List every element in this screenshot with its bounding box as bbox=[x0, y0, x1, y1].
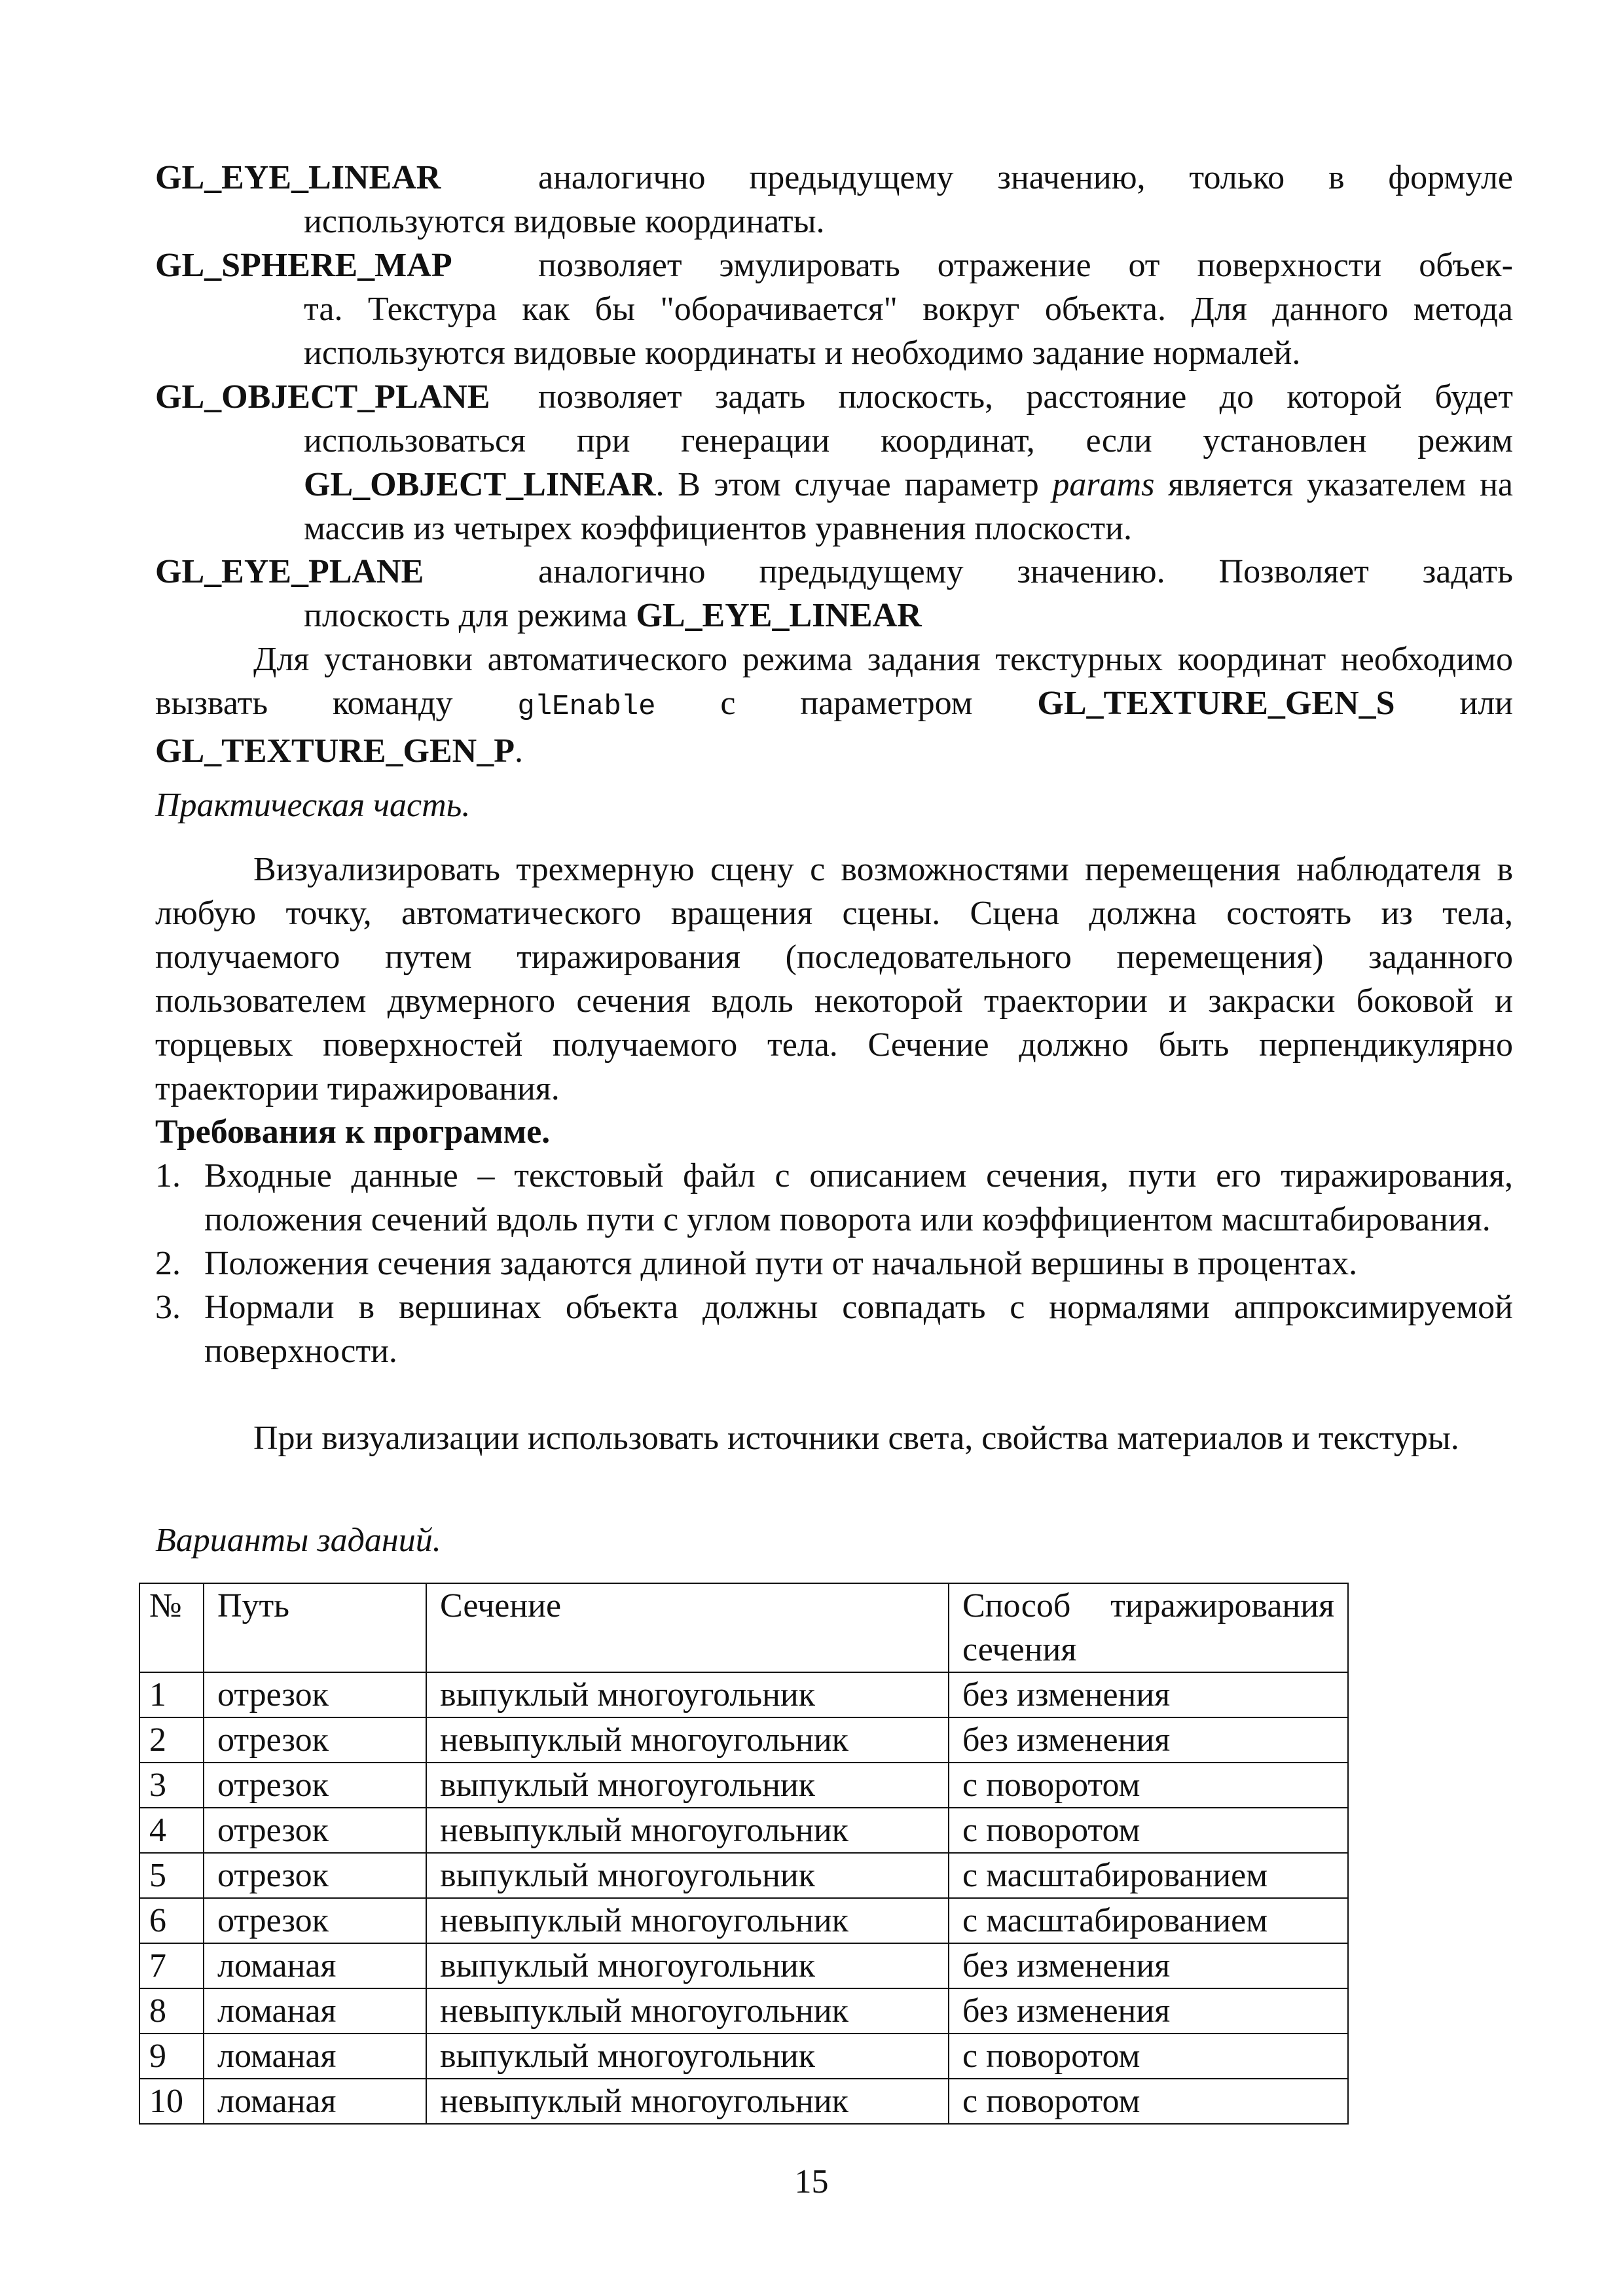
cell-number: 4 bbox=[139, 1808, 204, 1853]
cell-method: без изменения bbox=[949, 1717, 1348, 1763]
cell-path: ломаная bbox=[204, 2034, 426, 2079]
cell-path: отрезок bbox=[204, 1763, 426, 1808]
cell-section: невыпуклый многоугольник bbox=[426, 2079, 949, 2124]
cell-method: с поворотом bbox=[949, 2079, 1348, 2124]
cell-path: ломаная bbox=[204, 1988, 426, 2034]
cell-method: с поворотом bbox=[949, 1808, 1348, 1853]
definition-rest: используются видовые координаты. bbox=[304, 203, 825, 240]
definition-rest bbox=[155, 594, 1513, 637]
header-method: Способ тиражирования сечения bbox=[949, 1583, 1348, 1672]
list-number: 2. bbox=[155, 1245, 181, 1282]
table-row bbox=[139, 1853, 1348, 1898]
visualization-paragraph: При визуализации использовать источники света, свойства материалов и текстуры. bbox=[253, 1420, 1459, 1457]
practical-paragraph: Визуализировать трехмерную сцену с возможностями перемещения наблюдателя в любую точку, автоматического вращения сцены. Сцена должна состоять из тела, получаемого путем тиражирования (последовательного перемещения) заданного пользователем двумерного сечения вдоль некоторой траектории и закраски боковой и торцевых поверхностей получаемого тела. Сечение должно быть перпендикулярно траектории тиражирования. bbox=[155, 851, 1513, 1107]
definition-term: GL_OBJECT_PLANE bbox=[155, 378, 490, 416]
code-inline: glEnable bbox=[517, 691, 656, 723]
cell-number: 1 bbox=[139, 1672, 204, 1717]
cell-number: 3 bbox=[139, 1763, 204, 1808]
list-text: Положения сечения задаются длиной пути от начальной вершины в процентах. bbox=[204, 1245, 1358, 1282]
page-number: 15 bbox=[794, 2163, 829, 2200]
cell-path: отрезок bbox=[204, 1808, 426, 1853]
auto-mode-paragraph bbox=[155, 637, 1513, 773]
definition-term: GL_EYE_PLANE bbox=[155, 553, 424, 590]
header-section: Сечение bbox=[426, 1583, 949, 1672]
list-item bbox=[155, 1154, 1513, 1242]
list-item bbox=[155, 1285, 1513, 1373]
variants-table-body bbox=[139, 1672, 1348, 2124]
cell-method: без изменения bbox=[949, 1943, 1348, 1988]
paragraph-bold: GL_TEXTURE_GEN_P bbox=[155, 732, 515, 770]
definition-body bbox=[155, 550, 1513, 637]
cell-section: выпуклый многоугольник bbox=[426, 1672, 949, 1717]
table-row bbox=[139, 2079, 1348, 2124]
requirements-list bbox=[155, 1154, 1513, 1373]
table-row bbox=[139, 1717, 1348, 1763]
cell-path: отрезок bbox=[204, 1853, 426, 1898]
cell-path: ломаная bbox=[204, 1943, 426, 1988]
cell-method: без изменения bbox=[949, 1672, 1348, 1717]
list-text: Нормали в вершинах объекта должны совпадать с нормалями аппроксимируемой поверхности. bbox=[204, 1289, 1513, 1370]
cell-section: выпуклый многоугольник bbox=[426, 1853, 949, 1898]
cell-method: с масштабированием bbox=[949, 1898, 1348, 1943]
cell-method: с поворотом bbox=[949, 2034, 1348, 2079]
variants-heading: Варианты заданий. bbox=[155, 1522, 441, 1559]
cell-section: невыпуклый многоугольник bbox=[426, 1808, 949, 1853]
cell-path: отрезок bbox=[204, 1717, 426, 1763]
variants-table bbox=[139, 1583, 1349, 2125]
definition-body bbox=[155, 156, 1513, 243]
header-number: № bbox=[139, 1583, 204, 1672]
cell-section: выпуклый многоугольник bbox=[426, 2034, 949, 2079]
definition-rest-bold: GL_EYE_LINEAR bbox=[636, 597, 922, 634]
cell-path: отрезок bbox=[204, 1898, 426, 1943]
cell-section: невыпуклый многоугольник bbox=[426, 1717, 949, 1763]
cell-path: отрезок bbox=[204, 1672, 426, 1717]
definition-rest-italic: params bbox=[1052, 466, 1155, 503]
paragraph-text: Для установки автоматического режима задания текстурных координат необходимо вызвать команду bbox=[155, 641, 1513, 722]
paragraph-bold: GL_TEXTURE_GEN_S bbox=[1037, 685, 1395, 722]
list-number: 1. bbox=[155, 1157, 181, 1194]
definition-first-line: аналогично предыдущему значению, только в формуле bbox=[538, 159, 1513, 196]
practical-heading: Практическая часть. bbox=[155, 787, 471, 824]
cell-section: невыпуклый многоугольник bbox=[426, 1898, 949, 1943]
table-header-row bbox=[139, 1583, 1348, 1672]
definition-first-line: позволяет эмулировать отражение от поверхности объек- bbox=[538, 247, 1513, 284]
definition-body bbox=[155, 243, 1513, 375]
cell-number: 9 bbox=[139, 2034, 204, 2079]
definition-rest bbox=[155, 419, 1513, 550]
list-number: 3. bbox=[155, 1289, 181, 1326]
definition-body bbox=[155, 375, 1513, 550]
paragraph-text: или bbox=[1395, 685, 1513, 722]
cell-method: без изменения bbox=[949, 1988, 1348, 2034]
cell-section: невыпуклый многоугольник bbox=[426, 1988, 949, 2034]
paragraph-text: . bbox=[514, 732, 523, 770]
definition-first-line: аналогично предыдущему значению. Позволяет задать bbox=[538, 553, 1513, 590]
paragraph-text: с параметром bbox=[655, 685, 1038, 722]
list-text: Входные данные – текстовый файл с описанием сечения, пути его тиражирования, положения сечений вдоль пути с углом поворота или коэффициентом масштабирования. bbox=[204, 1157, 1513, 1238]
definition-rest-text: является указателем на массив из четырех коэффициентов уравнения плоскости. bbox=[304, 466, 1513, 547]
list-item bbox=[155, 1242, 1513, 1285]
table-row bbox=[139, 1763, 1348, 1808]
table-row bbox=[139, 2034, 1348, 2079]
definition-term: GL_SPHERE_MAP bbox=[155, 247, 452, 284]
definition-rest-text: плоскость для режима bbox=[304, 597, 636, 634]
cell-section: выпуклый многоугольник bbox=[426, 1943, 949, 1988]
requirements-heading: Требования к программе. bbox=[155, 1113, 551, 1151]
definition-rest: та. Текстура как бы "оборачивается" вокруг объекта. Для данного метода используются видовые координаты и необходимо задание нормалей. bbox=[304, 291, 1513, 372]
definition-rest-bold: GL_OBJECT_LINEAR bbox=[304, 466, 656, 503]
table-row bbox=[139, 1943, 1348, 1988]
cell-number: 7 bbox=[139, 1943, 204, 1988]
cell-number: 8 bbox=[139, 1988, 204, 2034]
table-row bbox=[139, 1808, 1348, 1853]
table-row bbox=[139, 1988, 1348, 2034]
definition-term: GL_EYE_LINEAR bbox=[155, 159, 441, 196]
definition-rest-line: использоваться при генерации координат, если установлен режим bbox=[304, 422, 1513, 459]
cell-number: 10 bbox=[139, 2079, 204, 2124]
definition-first-line: позволяет задать плоскость, расстояние до которой будет bbox=[538, 378, 1513, 416]
cell-number: 5 bbox=[139, 1853, 204, 1898]
cell-number: 2 bbox=[139, 1717, 204, 1763]
cell-method: с масштабированием bbox=[949, 1853, 1348, 1898]
header-path: Путь bbox=[204, 1583, 426, 1672]
cell-number: 6 bbox=[139, 1898, 204, 1943]
table-row bbox=[139, 1898, 1348, 1943]
table-row bbox=[139, 1672, 1348, 1717]
definition-rest-text: . В этом случае параметр bbox=[655, 466, 1053, 503]
cell-section: выпуклый многоугольник bbox=[426, 1763, 949, 1808]
cell-method: с поворотом bbox=[949, 1763, 1348, 1808]
cell-path: ломаная bbox=[204, 2079, 426, 2124]
